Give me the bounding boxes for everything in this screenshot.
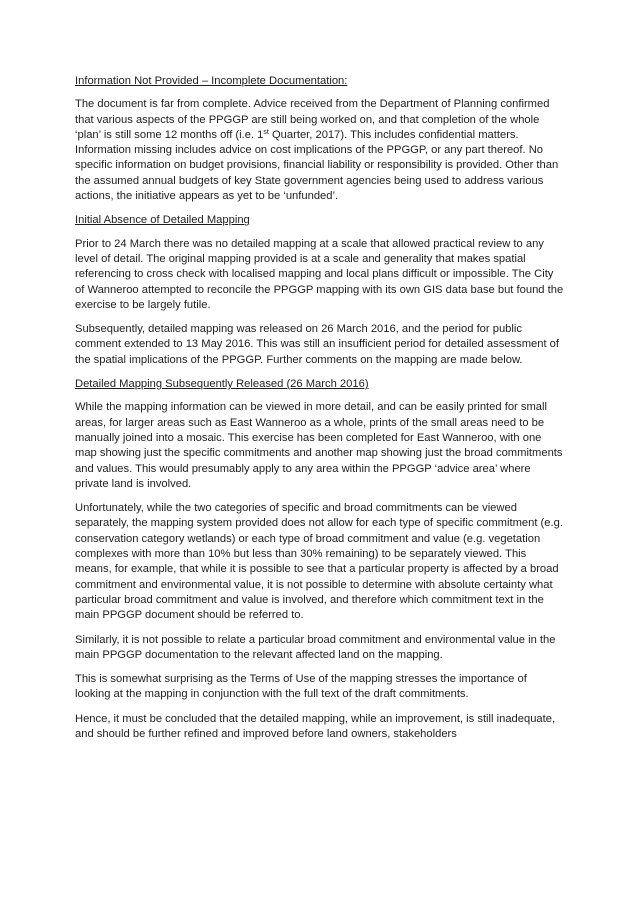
paragraph-incomplete-documentation (75, 97, 565, 204)
paragraph-text: The document is far from complete. Advice received from the Department of Planning confirmed that various aspects of the PPGGP are still being worked on, and that completion of the whole ‘plan’ is still some 12 months off (i.e. 1 (75, 98, 550, 141)
paragraph-text: Quarter, 2017). This includes confidential matters. Information missing includes advice on cost implications of the PPGGP, or any part thereof. No specific information on budget provisions, financial liability or responsibility is provided. Other than the assumed annual budgets of key State government agencies being used to address various actions, the initiative appears as yet to be ‘unfunded’. (75, 128, 559, 203)
paragraph-prior-to-24-march: Prior to 24 March there was no detailed mapping at a scale that allowed practical review to any level of detail. The original mapping provided is at a scale and generality that makes spatial referencing to cross check with localised mapping and local plans difficult or impossible. The City of Wanneroo attempted to reconcile the PPGGP mapping with its own GIS data base but found the exercise to be largely futile. (75, 237, 564, 311)
paragraph-hence-concluded: Hence, it must be concluded that the detailed mapping, while an improvement, is still inadequate, and should be further refined and improved before land owners, stakeholders (75, 712, 556, 740)
section-heading-detailed-mapping-released: Detailed Mapping Subsequently Released (26 March 2016) (75, 378, 369, 391)
paragraph-mapping-viewed: While the mapping information can be viewed in more detail, and can be easily printed for small areas, for larger areas such as East Wanneroo as a whole, prints of the small areas need to be manually joined into a mosaic. This exercise has been completed for East Wanneroo, with one map showing just the specific commitments and another map showing just the broad commitments and values. This would presumably apply to any area within the PPGGP ‘advice area’ where private land is involved. (75, 401, 563, 490)
paragraph-subsequently-released: Subsequently, detailed mapping was released on 26 March 2016, and the period for public comment extended to 13 May 2016. This was still an insufficient period for detailed assessment of the spatial implications of the PPGGP. Further comments on the mapping are made below. (75, 323, 560, 366)
paragraph-unfortunately: Unfortunately, while the two categories of specific and broad commitments can be viewed separately, the mapping system provided does not allow for each type of specific commitment (e.g. conservation category wetlands) or each type of broad commitment and value (e.g. vegetation complexes with more than 10% but less than 30% remaining) to be separately viewed. This means, for example, that while it is possible to see that a particular property is affected by a broad commitment and environmental value, it is not possible to determine with absolute certainty what particular broad commitment and value is involved, and therefore which commitment text in the main PPGGP document should be referred to. (75, 502, 563, 622)
ordinal-superscript: st (263, 128, 269, 136)
paragraph-terms-of-use: This is somewhat surprising as the Terms of Use of the mapping stresses the importance of looking at the mapping in conjunction with the full text of the draft commitments. (75, 673, 527, 701)
section-heading-incomplete-documentation: Information Not Provided – Incomplete Documentation: (75, 75, 348, 87)
paragraph-similarly: Similarly, it is not possible to relate a particular broad commitment and environmental value in the main PPGGP documentation to the relevant affected land on the mapping. (75, 633, 556, 661)
document-page (75, 74, 565, 751)
section-heading-initial-absence-mapping: Initial Absence of Detailed Mapping (75, 214, 250, 227)
